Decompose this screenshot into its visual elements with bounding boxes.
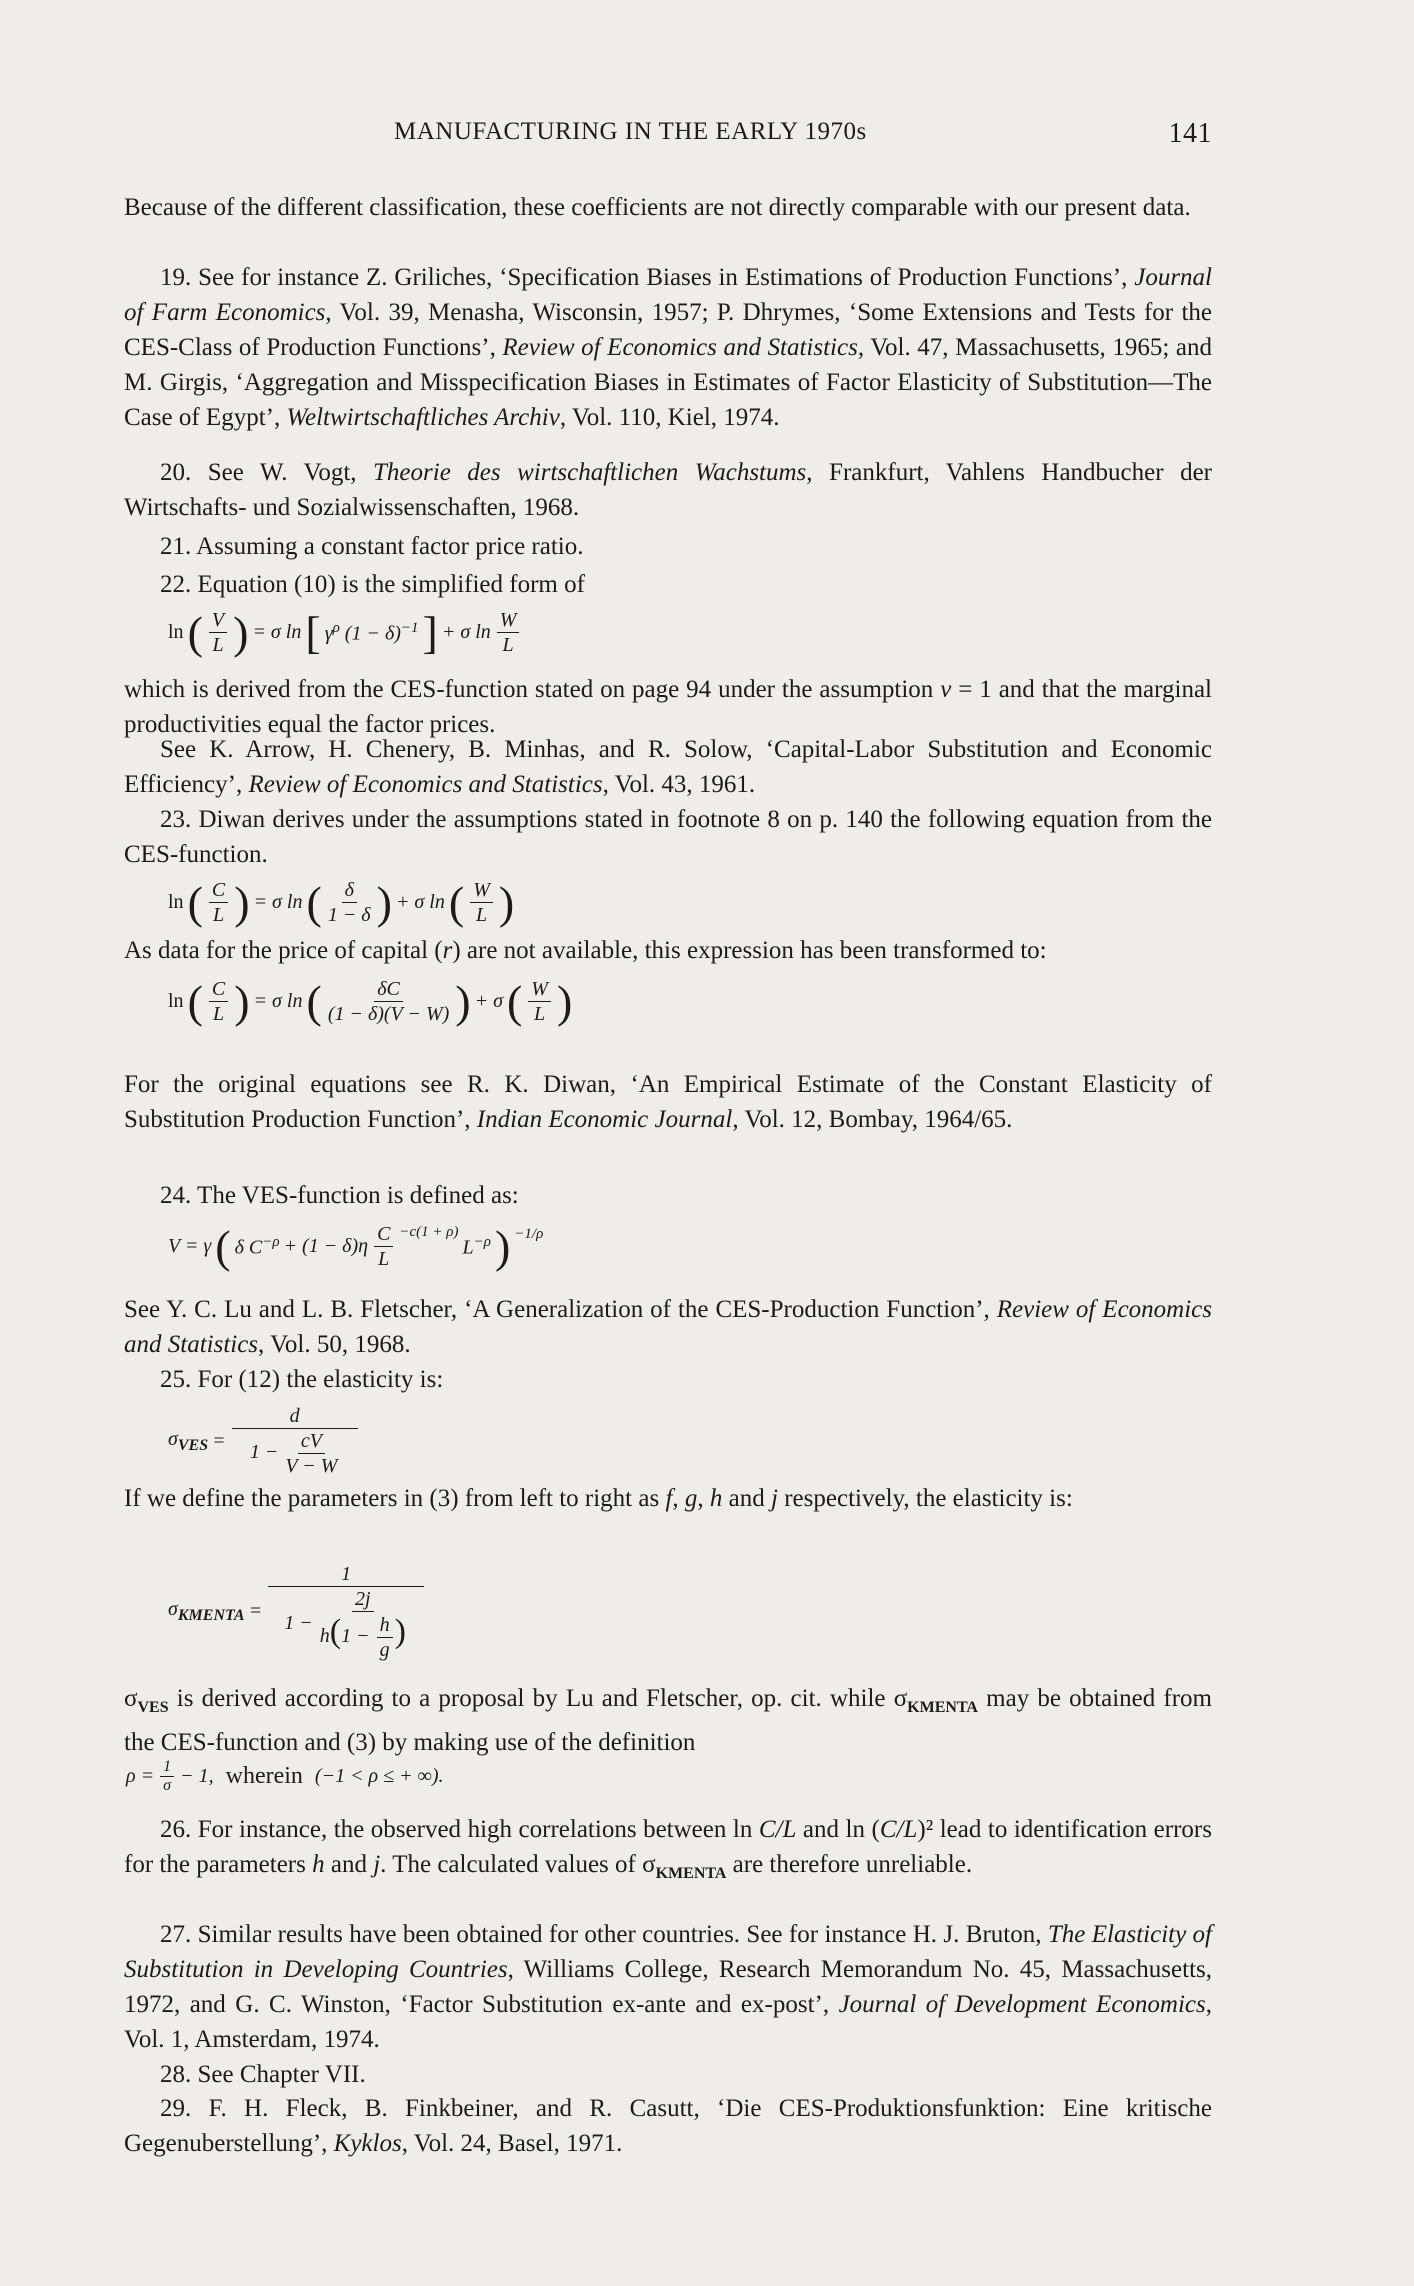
- text-run: If we define the parameters in (3) from left to right as: [124, 1485, 666, 1512]
- equation-rho-definition: [126, 1758, 444, 1795]
- text-run: ,: [697, 1485, 710, 1512]
- text-run: 21. Assuming a constant factor price ratio.: [160, 533, 584, 560]
- eq-denominator: L: [475, 904, 488, 926]
- eq-text: L: [462, 1236, 474, 1259]
- eq-denominator: σ: [163, 1777, 172, 1794]
- text-run: C/L: [758, 1816, 797, 1843]
- footnote-20: [124, 455, 1212, 525]
- text-run: , Vol. 110, Kiel, 1974.: [559, 404, 780, 431]
- text-run: and ln (: [796, 1816, 880, 1843]
- footnote-27: [124, 1917, 1212, 2057]
- text-run: )² lead to identification errors for the parameters: [124, 1816, 1212, 1878]
- eq-denominator: (1 − δ)(V − W): [327, 1003, 450, 1025]
- text-run: Kyklos: [333, 2130, 402, 2157]
- paragraph-intro: [124, 190, 1212, 225]
- eq-numerator: W: [470, 878, 493, 903]
- eq-denominator: g: [379, 1638, 390, 1661]
- equation-sigma-ves: [168, 1404, 360, 1478]
- eq-denominator: L: [212, 634, 224, 656]
- text-run: Indian Economic Journal: [476, 1106, 733, 1133]
- eq-numerator: d: [232, 1404, 358, 1429]
- eq-text: σ: [168, 1598, 178, 1621]
- text-run: 29. F. H. Fleck, B. Finkbeiner, and R. Casutt, ‘Die CES-Produktionsfunktion: Eine kritische Gegenuberstellung’,: [124, 2095, 1212, 2157]
- text-run: respectively, the elasticity is:: [777, 1485, 1073, 1512]
- eq-denominator: L: [213, 904, 225, 926]
- eq-numerator: cV: [298, 1429, 325, 1454]
- text-run: = 1 and that the marginal productivities equal the factor prices.: [124, 676, 1212, 738]
- text-run: , Vol. 1, Amsterdam, 1974.: [124, 1991, 1212, 2053]
- text-run: , Vol. 24, Basel, 1971.: [401, 2130, 623, 2157]
- eq-numerator: W: [528, 977, 551, 1002]
- eq-text: 1 −: [284, 1612, 313, 1635]
- eq-numerator: V: [209, 608, 227, 633]
- text-run: Weltwirtschaftliches Archiv: [286, 404, 560, 431]
- eq-numerator: W: [497, 608, 520, 633]
- text-run: . The calculated values of: [380, 1851, 643, 1878]
- text-run: σ: [893, 1685, 908, 1712]
- text-run: 24. The VES-function is defined as:: [160, 1182, 519, 1209]
- text-run: ,: [672, 1485, 685, 1512]
- text-run: and: [722, 1485, 772, 1512]
- eq-numerator: h: [377, 1613, 393, 1638]
- text-run: h: [312, 1851, 325, 1878]
- footnote-28: [124, 2057, 1212, 2092]
- eq-numerator: 1: [160, 1758, 174, 1777]
- text-run: , Vol. 50, 1968.: [258, 1331, 411, 1358]
- paragraph-arrow-reference: [124, 732, 1212, 802]
- eq-bracket: [: [305, 606, 321, 658]
- text-run: σ: [124, 1685, 138, 1712]
- paragraph-lu-reference: [124, 1292, 1212, 1362]
- eq-exponent: −c(1 + ρ): [399, 1224, 459, 1240]
- eq-text: = σ ln: [252, 621, 302, 643]
- eq-text: + σ ln: [395, 891, 445, 913]
- footnote-23: [124, 802, 1212, 872]
- eq-text: − 1,: [180, 1765, 214, 1787]
- text-run: , Vol. 12, Bombay, 1964/65.: [732, 1106, 1013, 1133]
- text-run: are therefore unreliable.: [726, 1851, 973, 1878]
- text-run: 26. For instance, the observed high correlations between ln: [160, 1816, 759, 1843]
- eq-text: + (1 − δ)η: [283, 1235, 369, 1257]
- text-run: may be obtained from the CES-function and (3) by making use of the definition: [124, 1685, 1213, 1756]
- eq-text: = σ ln: [253, 990, 303, 1012]
- eq-numerator: δC: [374, 977, 403, 1002]
- eq-bracket: ]: [422, 606, 438, 658]
- text-run: 23. Diwan derives under the assumptions stated in footnote 8 on p. 140 the following equation from the CES-function.: [124, 806, 1212, 868]
- eq-exponent: −ρ: [262, 1233, 280, 1250]
- text-run: For the original equations see R. K. Diwan, ‘An Empirical Estimate of the Constant Elasticity of Substitution Production Function’,: [124, 1071, 1212, 1133]
- eq-exponent: −1: [400, 619, 419, 636]
- text-run: Because of the different classification, these coefficients are not directly comparable with our present data.: [124, 194, 1191, 221]
- text-run: , Vol. 39, Menasha, Wisconsin, 1957; P. Dhrymes, ‘Some Extensions and Tests for the CES-Class of Production Functions’,: [124, 299, 1212, 361]
- eq-text: 1 −: [341, 1625, 370, 1647]
- paragraph-define-parameters: [124, 1481, 1212, 1516]
- eq-text: ln: [168, 621, 184, 643]
- footnote-29: [124, 2091, 1212, 2161]
- paragraph-as-data: [124, 933, 1212, 968]
- eq-text: ln: [168, 990, 184, 1012]
- eq-numerator: C: [209, 878, 228, 903]
- text-run: ) are not available, this expression has been transformed to:: [452, 937, 1047, 964]
- eq-denominator: L: [213, 1003, 225, 1025]
- footnote-21: [124, 529, 1212, 564]
- text-run: 19. See for instance Z. Griliches, ‘Specification Biases in Estimations of Production Functions’,: [160, 264, 1135, 291]
- text-run: Journal of Development Economics: [838, 1991, 1206, 2018]
- equation-ces-simplified: ln ( $\frac{V}{L}$ ) = σ ln [ $\gamma^\rho$ $(1 - \delta)^{-1}$ ] + σ ln $\frac{W}{L}$: [168, 608, 521, 657]
- text-run: j: [373, 1851, 381, 1878]
- eq-subscript: VES: [177, 1436, 209, 1454]
- footnote-25: [124, 1362, 1212, 1397]
- text-run: 20. See W. Vogt,: [160, 459, 374, 486]
- eq-exponent: −ρ: [473, 1233, 491, 1250]
- text-run: Review of Economics and Statistics: [502, 334, 858, 361]
- eq-text: ρ =: [126, 1765, 155, 1787]
- eq-numerator: 1: [268, 1562, 424, 1587]
- eq-exponent: ρ: [332, 619, 340, 636]
- text-run: C/L: [879, 1816, 918, 1843]
- text-run: j: [771, 1485, 778, 1512]
- page-number: 141: [1168, 118, 1212, 149]
- text-run: See K. Arrow, H. Chenery, B. Minhas, and R. Solow, ‘Capital-Labor Substitution and Economic Efficiency’,: [124, 736, 1212, 798]
- eq-numerator: δ: [342, 878, 357, 903]
- text-run: is derived according to a proposal by Lu and Fletscher, op. cit. while: [168, 1685, 894, 1712]
- text-run: Journal of Farm Economics: [124, 264, 1212, 326]
- text-run: 25. For (12) the elasticity is:: [160, 1366, 444, 1393]
- eq-denominator: 1 − δ: [327, 904, 371, 926]
- header-title: MANUFACTURING IN THE EARLY 1970s: [394, 118, 867, 145]
- text-run: , Frankfurt, Vahlens Handbucher der Wirtschafts- und Sozialwissenschaften, 1968.: [124, 459, 1212, 521]
- text-run: which is derived from the CES-function stated on page 94 under the assumption: [124, 676, 941, 703]
- eq-text: 1 −: [249, 1441, 279, 1464]
- footnote-19: [124, 260, 1212, 435]
- text-run: , Vol. 47, Massachusetts, 1965; and M. Girgis, ‘Aggregation and Misspecification Biases in Estimates of Factor Elasticity of Substitution—The Case of Egypt’,: [124, 334, 1213, 431]
- text-run: f: [665, 1485, 673, 1512]
- equation-sigma-kmenta: $\sigma_{KMENTA}$ = 1 1 − 2j h(1 − $\frac{h}{g}$ ): [168, 1562, 426, 1662]
- text-run: 27. Similar results have been obtained for other countries. See for instance H. J. Bruton,: [160, 1921, 1048, 1948]
- text-run: Review of Economics and Statistics: [124, 1296, 1212, 1358]
- text-run: Review of Economics and Statistics: [248, 771, 603, 798]
- text-run: The Elasticity of Substitution in Developing Countries: [124, 1921, 1213, 1983]
- text-run: ν: [940, 676, 952, 703]
- paragraph-original-equations: [124, 1067, 1212, 1137]
- eq-text: =: [248, 1600, 263, 1623]
- equation-diwan: ln ( $\frac{C}{L}$ ) = σ ln ( $\frac{\delta}{1 - \delta}$ ) + σ ln ( $\frac{W}{L}$ ): [168, 876, 515, 928]
- text-run: r: [442, 937, 453, 964]
- paragraph-sigma-derived: [124, 1681, 1212, 1760]
- text-run: g: [684, 1485, 698, 1512]
- footnote-22: [124, 567, 1212, 602]
- text-run: 22. Equation (10) is the simplified form of: [160, 571, 585, 598]
- text-run: σ: [642, 1851, 656, 1878]
- eq-text: h: [319, 1625, 330, 1647]
- eq-denominator: L: [378, 1248, 390, 1270]
- text-run: , Vol. 43, 1961.: [602, 771, 756, 798]
- eq-text: ln: [168, 891, 184, 913]
- text-run: As data for the price of capital (: [124, 937, 443, 964]
- eq-text: (−1 < ρ ≤ + ∞).: [314, 1765, 444, 1787]
- eq-exponent: −1/ρ: [514, 1226, 544, 1242]
- footnote-24: [124, 1178, 1212, 1213]
- eq-text: δ C: [234, 1236, 263, 1259]
- text-run: KMENTA: [655, 1865, 727, 1882]
- eq-denominator: L: [502, 634, 514, 656]
- eq-numerator: 2j: [352, 1587, 374, 1612]
- eq-text: + σ: [474, 990, 503, 1012]
- equation-diwan-transformed: ln ( $\frac{C}{L}$ ) = σ ln ( $\frac{\delta C}{(1 - \delta)(V - W)}$ ) + σ ( $\frac{W}{L}$ ): [168, 975, 573, 1027]
- text-run: Theorie des wirtschaftlichen Wachstums: [373, 459, 807, 486]
- eq-subscript: KMENTA: [177, 1607, 245, 1625]
- eq-denominator: V − W: [285, 1455, 338, 1477]
- eq-denominator: L: [534, 1003, 546, 1025]
- eq-text: wherein: [225, 1763, 303, 1789]
- eq-text: γ: [324, 622, 333, 645]
- eq-text: =: [212, 1429, 226, 1452]
- footnote-26: [124, 1812, 1212, 1891]
- text-run: h: [709, 1485, 723, 1512]
- text-run: and: [324, 1851, 374, 1878]
- equation-ves-function: V = γ ( δ $C^{-\rho}$ + (1 − δ)η $\frac{C}{L}$ $^{-c(1 + \rho)}$ $L^{-\rho}$ ) $^{-1/\rho}$: [168, 1220, 544, 1272]
- text-run: VES: [137, 1699, 169, 1716]
- eq-numerator: C: [374, 1222, 393, 1247]
- eq-text: σ: [168, 1427, 178, 1450]
- eq-text: = σ ln: [253, 891, 303, 913]
- text-run: KMENTA: [907, 1699, 978, 1716]
- eq-text: (1 − δ): [344, 622, 401, 645]
- eq-numerator: C: [209, 977, 228, 1002]
- text-run: 28. See Chapter VII.: [160, 2061, 366, 2088]
- eq-text: + σ ln: [441, 621, 491, 643]
- text-run: , Williams College, Research Memorandum No. 45, Massachusetts, 1972, and G. C. Winston, ‘Factor Substitution ex-ante and ex-post’,: [124, 1956, 1213, 2018]
- text-run: See Y. C. Lu and L. B. Fletscher, ‘A Generalization of the CES-Production Function’,: [124, 1296, 997, 1323]
- eq-text: V = γ: [168, 1235, 212, 1257]
